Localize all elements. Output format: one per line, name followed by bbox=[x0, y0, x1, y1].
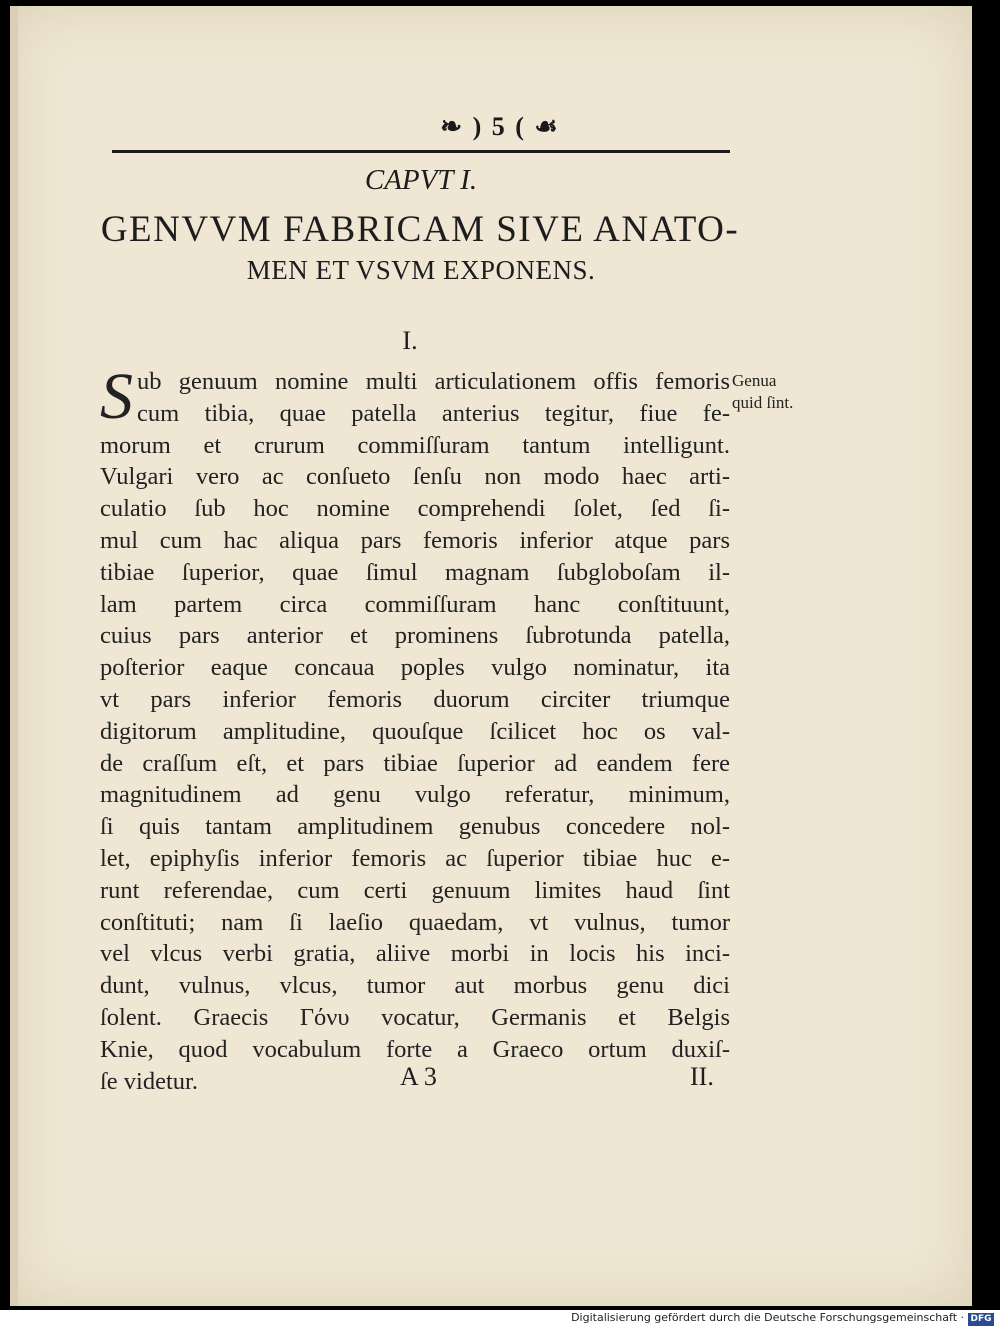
text-line: vt pars inferior femoris duorum circiter triumque bbox=[100, 685, 730, 713]
text-line: ſe videtur. bbox=[100, 1067, 198, 1095]
text-line: poſterior eaque concaua poples vulgo nominatur, ita bbox=[100, 654, 730, 682]
text-line: morum et crurum commiſſuram tantum intelligunt. bbox=[100, 431, 730, 459]
page-edge bbox=[10, 6, 18, 1306]
text-line: dunt, vulnus, vlcus, tumor aut morbus genu dici bbox=[100, 972, 730, 1000]
marginal-note bbox=[732, 370, 822, 414]
text-line: Vulgari vero ac conſueto ſenſu non modo haec arti- bbox=[100, 463, 730, 491]
text-line: let, epiphyſis inferior femoris ac ſuperior tibiae huc e- bbox=[100, 844, 730, 872]
catchword: II. bbox=[690, 1062, 714, 1091]
text-line: mul cum hac aliqua pars femoris inferior atque pars bbox=[100, 526, 730, 554]
chapter-heading: CAPVT I. bbox=[364, 164, 478, 196]
text-line: vel vlcus verbi gratia, aliive morbi in locis his inci- bbox=[100, 940, 730, 968]
marginal-note-line-2: quid ſint. bbox=[732, 393, 794, 412]
text-line: cum tibia, quae patella anterius tegitur, fiue fe- bbox=[137, 399, 730, 427]
section-number: I. bbox=[402, 326, 418, 355]
signature-mark: A 3 bbox=[400, 1062, 437, 1091]
text-line: runt referendae, cum certi genuum limites haud ſint bbox=[100, 876, 730, 904]
header-rule bbox=[112, 150, 730, 153]
text-line: cuius pars anterior et prominens ſubrotunda patella, bbox=[100, 622, 730, 650]
text-line: ub genuum nomine multi articulationem offis femoris bbox=[137, 368, 730, 395]
credit-text: Digitalisierung gefördert durch die Deutsche Forschungsgemeinschaft · bbox=[571, 1311, 964, 1324]
text-line: de craſſum eſt, et pars tibiae ſuperior ad eandem fere bbox=[100, 749, 730, 777]
dfg-logo: DFG bbox=[968, 1313, 994, 1326]
body-text bbox=[100, 360, 730, 1097]
text-line: lam partem circa commiſſuram hanc conſtituunt, bbox=[100, 590, 730, 618]
text-line: ſi quis tantam amplitudinem genubus concedere nol- bbox=[100, 813, 730, 841]
text-line: magnitudinem ad genu vulgo referatur, minimum, bbox=[100, 781, 730, 809]
text-line: Knie, quod vocabulum forte a Graeco ortum duxiſ- bbox=[100, 1035, 730, 1063]
running-head: ❧ ) 5 ( ☙ bbox=[440, 112, 560, 141]
drop-cap: S bbox=[100, 360, 133, 433]
text-line: conſtituti; nam ſi laeſio quaedam, vt vulnus, tumor bbox=[100, 908, 730, 936]
text-line: digitorum amplitudine, quouſque ſcilicet hoc os val- bbox=[100, 717, 730, 745]
chapter-title-line-1: GENVVM FABRICAM SIVE ANATO- bbox=[100, 209, 740, 250]
text-line: tibiae ſuperior, quae ſimul magnam ſubgloboſam il- bbox=[100, 558, 730, 586]
marginal-note-line-1: Genua bbox=[732, 371, 777, 390]
text-line: ſolent. Graecis Γόνυ vocatur, Germanis et Belgis bbox=[100, 1003, 730, 1031]
text-line: culatio ſub hoc nomine comprehendi ſolet, ſed ſi- bbox=[100, 495, 730, 523]
chapter-title-line-2: MEN ET VSVM EXPONENS. bbox=[246, 255, 596, 285]
